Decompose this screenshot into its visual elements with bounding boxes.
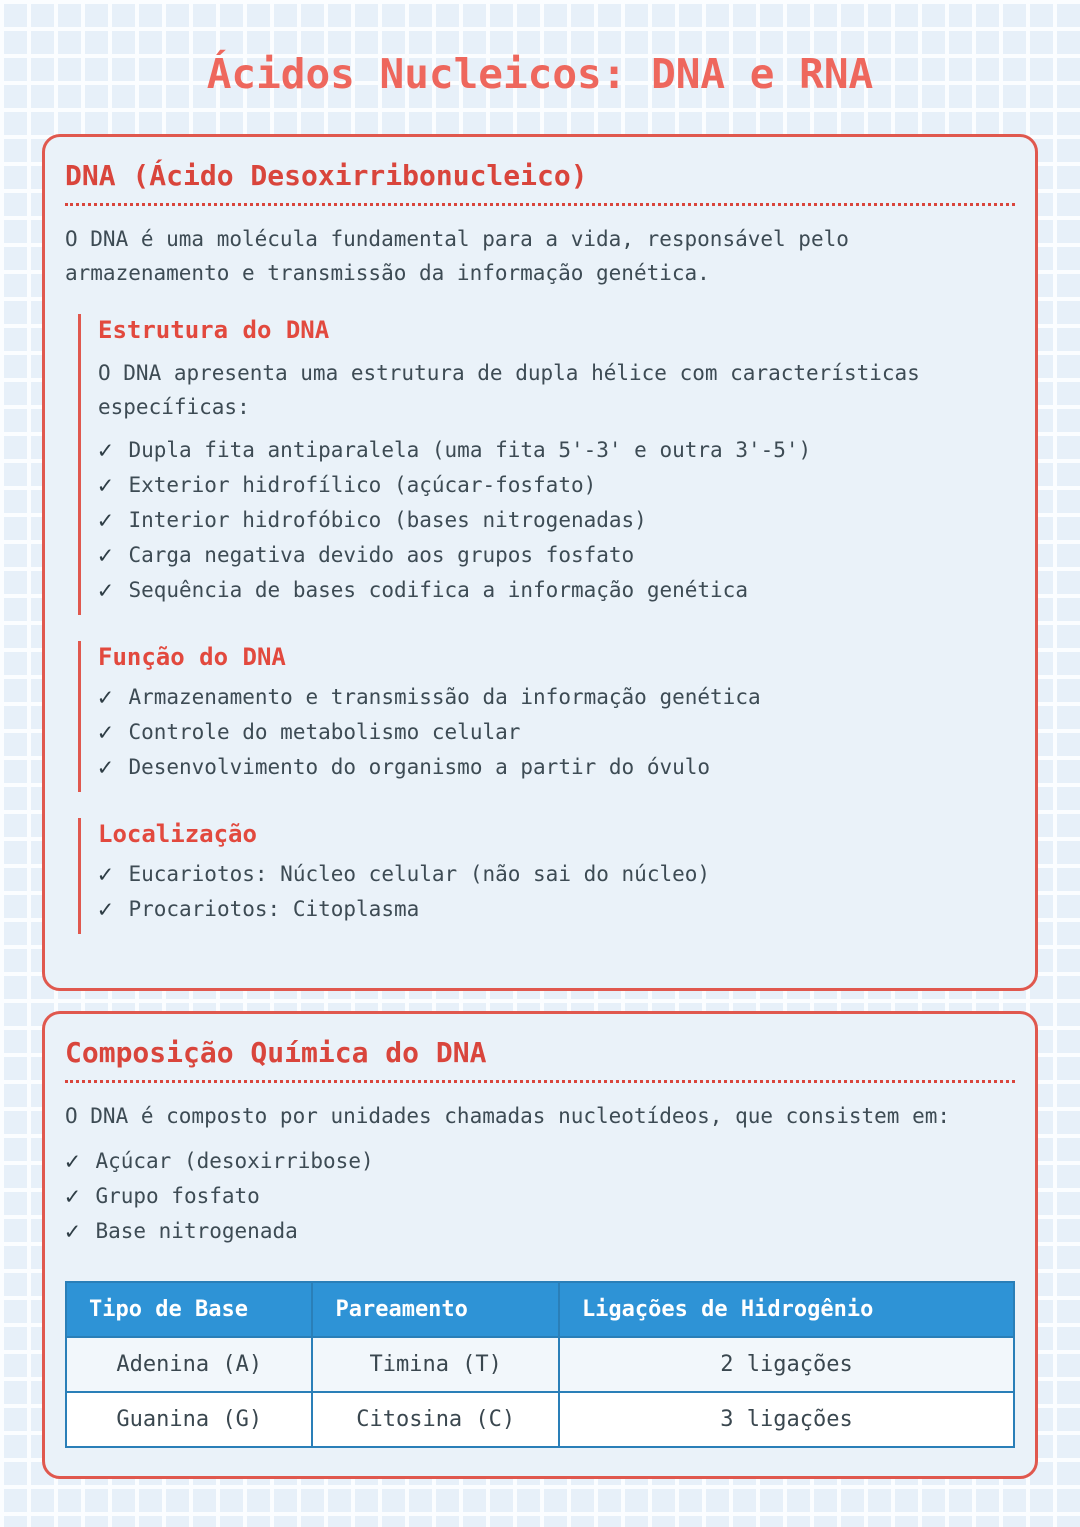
composition-card-title: Composição Química do DNA [65,1036,1015,1083]
subsection-funcao-title: Função do DNA [98,643,286,671]
check-list-item [98,436,1015,464]
check-icon: ✓ [98,895,113,923]
check-icon: ✓ [98,471,113,499]
check-list-item-text: Base nitrogenada [95,1219,298,1243]
check-list-item-text: Armazenamento e transmissão da informação genética [128,685,761,709]
check-list-item-text: Desenvolvimento do organismo a partir do óvulo [128,755,711,779]
subsection-localizacao [78,818,1015,934]
check-icon: ✓ [65,1217,80,1245]
dna-card-intro: O DNA é uma molécula fundamental para a vida, responsável pelo armazenamento e transmissão da informação genética. [65,227,849,285]
check-list-item [98,753,1015,781]
table-row [66,1392,1014,1447]
table-cell: Citosina (C) [312,1392,558,1447]
check-list-item [65,1182,1015,1210]
check-list-item-text: Controle do metabolismo celular [128,720,521,744]
check-list-item [98,576,1015,604]
check-icon: ✓ [98,860,113,888]
check-list-item-text: Procariotos: Citoplasma [128,897,420,921]
table-cell: 3 ligações [559,1392,1014,1447]
check-icon: ✓ [98,683,113,711]
subsection-localizacao-title: Localização [98,820,257,848]
check-list-item-text: Açúcar (desoxirribose) [95,1149,374,1173]
table-cell: 2 ligações [559,1337,1014,1392]
composition-check-list [65,1147,1015,1245]
check-list-item [65,1217,1015,1245]
dna-card-title: DNA (Ácido Desoxirribonucleico) [65,159,1015,206]
table-row [66,1337,1014,1392]
table-cell: Timina (T) [312,1337,558,1392]
check-list-item [98,860,1015,888]
base-pairing-table [65,1281,1015,1448]
check-list-item [98,718,1015,746]
check-icon: ✓ [98,506,113,534]
check-list-item [98,541,1015,569]
estrutura-check-list [98,436,1015,604]
subsection-estrutura-body: O DNA apresenta uma estrutura de dupla hélice com características específicas: [98,361,920,419]
table-head [66,1282,1014,1337]
subsection-funcao [78,641,1015,792]
check-list-item [98,506,1015,534]
page-title: Ácidos Nucleicos: DNA e RNA [206,50,874,98]
table-body [66,1337,1014,1447]
check-list-item-text: Interior hidrofóbico (bases nitrogenadas) [128,508,647,532]
dna-card [42,134,1038,991]
table-header-cell: Tipo de Base [66,1282,312,1337]
check-list-item [98,471,1015,499]
check-list-item-text: Grupo fosfato [95,1184,260,1208]
check-list-item-text: Sequência de bases codifica a informação genética [128,578,748,602]
check-list-item-text: Carga negativa devido aos grupos fosfato [128,543,635,567]
composition-card [42,1011,1038,1479]
composition-card-intro: O DNA é composto por unidades chamadas nucleotídeos, que consistem em: [65,1104,951,1128]
table-header-cell: Ligações de Hidrogênio [559,1282,1014,1337]
check-icon: ✓ [98,576,113,604]
check-list-item-text: Exterior hidrofílico (açúcar-fosfato) [128,473,597,497]
check-list-item [65,1147,1015,1175]
localizacao-check-list [98,860,1015,923]
table-cell: Guanina (G) [66,1392,312,1447]
check-icon: ✓ [98,753,113,781]
table-cell: Adenina (A) [66,1337,312,1392]
check-icon: ✓ [98,436,113,464]
table-header-cell: Pareamento [312,1282,558,1337]
check-icon: ✓ [98,541,113,569]
subsection-estrutura [78,314,1015,615]
check-list-item-text: Eucariotos: Núcleo celular (não sai do núcleo) [128,862,711,886]
funcao-check-list [98,683,1015,781]
check-list-item-text: Dupla fita antiparalela (uma fita 5'-3' e outra 3'-5') [128,438,812,462]
check-icon: ✓ [65,1182,80,1210]
subsection-estrutura-title: Estrutura do DNA [98,316,330,344]
table-header-row [66,1282,1014,1337]
check-icon: ✓ [65,1147,80,1175]
check-list-item [98,683,1015,711]
check-icon: ✓ [98,718,113,746]
check-list-item [98,895,1015,923]
